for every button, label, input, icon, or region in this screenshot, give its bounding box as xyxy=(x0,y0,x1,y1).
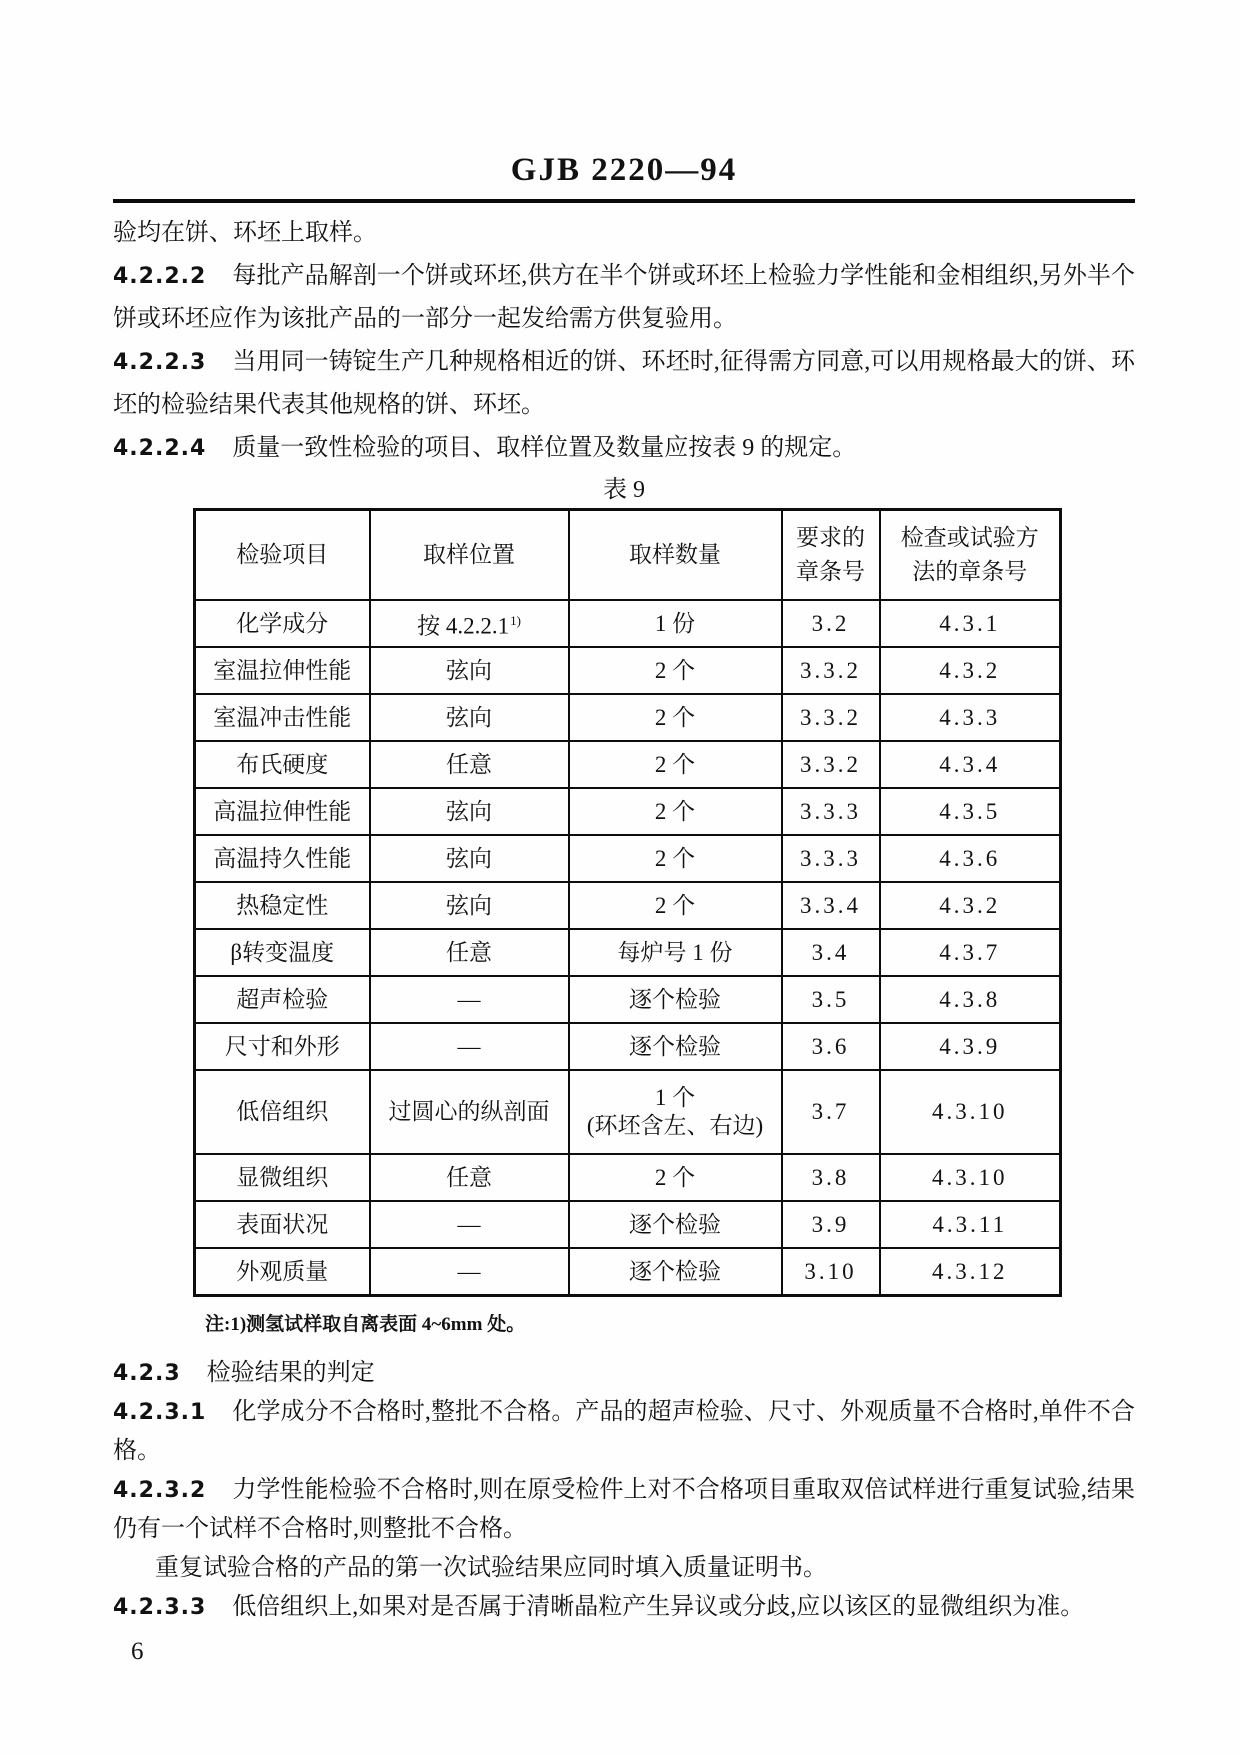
method-cell: 4.3.11 xyxy=(880,1201,1061,1248)
item-cell: β转变温度 xyxy=(195,929,370,976)
position-cell: 弦向 xyxy=(370,882,569,929)
clause-paragraph xyxy=(113,427,1135,470)
table-row xyxy=(195,835,1061,882)
requirement-cell: 3.8 xyxy=(782,1154,880,1201)
table-body xyxy=(195,600,1061,1296)
table-row xyxy=(195,741,1061,788)
column-header-position: 取样位置 xyxy=(370,510,569,601)
clause-paragraph xyxy=(113,1471,1135,1549)
method-cell: 4.3.2 xyxy=(880,882,1061,929)
position-cell: — xyxy=(370,976,569,1023)
table-row xyxy=(195,929,1061,976)
header-line: 检查或试验方 xyxy=(900,525,1039,550)
paragraph-text: 重复试验合格的产品的第一次试验结果应同时填入质量证明书。 xyxy=(155,1555,827,1581)
table-row xyxy=(195,694,1061,741)
clause-text: 检验结果的判定 xyxy=(206,1360,375,1386)
clause-text: 化学成分不合格时,整批不合格。产品的超声检验、尺寸、外观质量不合格时,单件不合格。 xyxy=(113,1399,1135,1464)
column-header-requirement xyxy=(782,510,880,601)
paragraph-text: 验均在饼、环坯上取样。 xyxy=(113,220,377,246)
header-line: 章条号 xyxy=(796,559,865,584)
item-cell: 化学成分 xyxy=(195,600,370,647)
clause-paragraph xyxy=(113,341,1135,427)
item-cell: 显微组织 xyxy=(195,1154,370,1201)
position-cell: 弦向 xyxy=(370,694,569,741)
table-note: 注:1)测氢试样取自离表面 4~6mm 处。 xyxy=(205,1314,526,1335)
position-cell: 弦向 xyxy=(370,647,569,694)
clause-paragraph xyxy=(113,1588,1135,1627)
body-text-block xyxy=(113,212,1135,470)
requirement-cell: 3.7 xyxy=(782,1070,880,1154)
clause-paragraph xyxy=(113,255,1135,341)
item-cell: 超声检验 xyxy=(195,976,370,1023)
column-header-quantity: 取样数量 xyxy=(569,510,782,601)
column-header-item: 检验项目 xyxy=(195,510,370,601)
requirement-cell: 3.3.3 xyxy=(782,788,880,835)
quantity-cell: 逐个检验 xyxy=(569,1248,782,1296)
requirement-cell: 3.2 xyxy=(782,600,880,647)
quantity-cell: 2 个 xyxy=(569,788,782,835)
requirement-cell: 3.5 xyxy=(782,976,880,1023)
position-cell: 过圆心的纵剖面 xyxy=(370,1070,569,1154)
item-cell: 外观质量 xyxy=(195,1248,370,1296)
footnote-ref: 1) xyxy=(510,612,521,628)
clause-number: 4.2.2.2 xyxy=(113,264,207,289)
table-row xyxy=(195,600,1061,647)
clause-text: 力学性能检验不合格时,则在原受检件上对不合格项目重取双倍试样进行重复试验,结果仍有一个试样不合格时,则整批不合格。 xyxy=(113,1477,1135,1542)
clause-number: 4.2.3.3 xyxy=(113,1595,207,1620)
position-text: 按 4.2.2.1 xyxy=(417,613,510,639)
requirement-cell: 3.9 xyxy=(782,1201,880,1248)
method-cell: 4.3.3 xyxy=(880,694,1061,741)
method-cell: 4.3.10 xyxy=(880,1070,1061,1154)
requirement-cell: 3.6 xyxy=(782,1023,880,1070)
position-cell: 弦向 xyxy=(370,788,569,835)
table-row xyxy=(195,788,1061,835)
item-cell: 布氏硬度 xyxy=(195,741,370,788)
indented-paragraph xyxy=(113,1549,1135,1588)
quantity-cell: 2 个 xyxy=(569,647,782,694)
item-cell: 高温拉伸性能 xyxy=(195,788,370,835)
quantity-cell: 2 个 xyxy=(569,741,782,788)
table-row xyxy=(195,647,1061,694)
continuation-paragraph xyxy=(113,212,1135,255)
table-row xyxy=(195,882,1061,929)
page-number: 6 xyxy=(131,1638,144,1665)
position-cell: — xyxy=(370,1248,569,1296)
doc-number-heading: GJB 2220—94 xyxy=(510,152,738,188)
quantity-cell: 1 份 xyxy=(569,600,782,647)
table-row xyxy=(195,1154,1061,1201)
requirement-cell: 3.3.4 xyxy=(782,882,880,929)
item-cell: 尺寸和外形 xyxy=(195,1023,370,1070)
method-cell: 4.3.9 xyxy=(880,1023,1061,1070)
position-cell: 弦向 xyxy=(370,835,569,882)
method-cell: 4.3.10 xyxy=(880,1154,1061,1201)
quantity-cell: 逐个检验 xyxy=(569,1201,782,1248)
quantity-line: (环坯含左、右边) xyxy=(586,1113,764,1138)
method-cell: 4.3.2 xyxy=(880,647,1061,694)
table-caption: 表 9 xyxy=(603,477,645,503)
quantity-cell: 2 个 xyxy=(569,882,782,929)
method-cell: 4.3.7 xyxy=(880,929,1061,976)
position-cell xyxy=(370,600,569,647)
method-cell: 4.3.5 xyxy=(880,788,1061,835)
item-cell: 低倍组织 xyxy=(195,1070,370,1154)
requirement-cell: 3.3.2 xyxy=(782,741,880,788)
quantity-cell: 2 个 xyxy=(569,835,782,882)
quantity-cell: 2 个 xyxy=(569,694,782,741)
clause-number: 4.2.3.2 xyxy=(113,1478,207,1503)
header-rule xyxy=(113,199,1135,203)
requirement-cell: 3.10 xyxy=(782,1248,880,1296)
clause-text: 质量一致性检验的项目、取样位置及数量应按表 9 的规定。 xyxy=(232,435,857,461)
requirement-cell: 3.3.3 xyxy=(782,835,880,882)
table-row xyxy=(195,1248,1061,1296)
item-cell: 表面状况 xyxy=(195,1201,370,1248)
clause-number: 4.2.3 xyxy=(113,1361,181,1386)
method-cell: 4.3.4 xyxy=(880,741,1061,788)
clause-paragraph xyxy=(113,1393,1135,1471)
quantity-cell: 逐个检验 xyxy=(569,1023,782,1070)
quantity-cell: 2 个 xyxy=(569,1154,782,1201)
header-row xyxy=(195,510,1061,601)
header-line: 要求的 xyxy=(796,525,865,550)
clause-paragraph xyxy=(113,1354,1135,1393)
clause-number: 4.2.3.1 xyxy=(113,1400,207,1425)
method-cell: 4.3.1 xyxy=(880,600,1061,647)
table-row xyxy=(195,976,1061,1023)
requirement-cell: 3.3.2 xyxy=(782,647,880,694)
item-cell: 热稳定性 xyxy=(195,882,370,929)
table-row xyxy=(195,1201,1061,1248)
position-cell: 任意 xyxy=(370,741,569,788)
requirement-cell: 3.3.2 xyxy=(782,694,880,741)
method-cell: 4.3.8 xyxy=(880,976,1061,1023)
position-cell: 任意 xyxy=(370,1154,569,1201)
clause-text: 低倍组织上,如果对是否属于清晰晶粒产生异议或分歧,应以该区的显微组织为准。 xyxy=(232,1594,1085,1620)
clause-number: 4.2.2.3 xyxy=(113,350,207,375)
quantity-cell: 每炉号 1 份 xyxy=(569,929,782,976)
body-text-block-2 xyxy=(113,1354,1135,1627)
header-line: 法的章条号 xyxy=(912,559,1028,584)
method-cell: 4.3.12 xyxy=(880,1248,1061,1296)
position-cell: 任意 xyxy=(370,929,569,976)
clause-text: 每批产品解剖一个饼或环坯,供方在半个饼或环坯上检验力学性能和金相组织,另外半个饼或环坯应作为该批产品的一部分一起发给需方供复验用。 xyxy=(113,263,1135,332)
item-cell: 室温拉伸性能 xyxy=(195,647,370,694)
inspection-table xyxy=(193,508,1062,1297)
quantity-cell: 逐个检验 xyxy=(569,976,782,1023)
quantity-cell xyxy=(569,1070,782,1154)
clause-number: 4.2.2.4 xyxy=(113,436,207,461)
position-cell: — xyxy=(370,1023,569,1070)
requirement-cell: 3.4 xyxy=(782,929,880,976)
item-cell: 室温冲击性能 xyxy=(195,694,370,741)
position-cell: — xyxy=(370,1201,569,1248)
method-cell: 4.3.6 xyxy=(880,835,1061,882)
table-row xyxy=(195,1070,1061,1154)
column-header-method xyxy=(880,510,1061,601)
quantity-line: 1 个 xyxy=(654,1085,696,1110)
table-row xyxy=(195,1023,1061,1070)
clause-text: 当用同一铸锭生产几种规格相近的饼、环坯时,征得需方同意,可以用规格最大的饼、环坯的检验结果代表其他规格的饼、环坯。 xyxy=(113,349,1135,418)
table-header xyxy=(195,510,1061,601)
item-cell: 高温持久性能 xyxy=(195,835,370,882)
